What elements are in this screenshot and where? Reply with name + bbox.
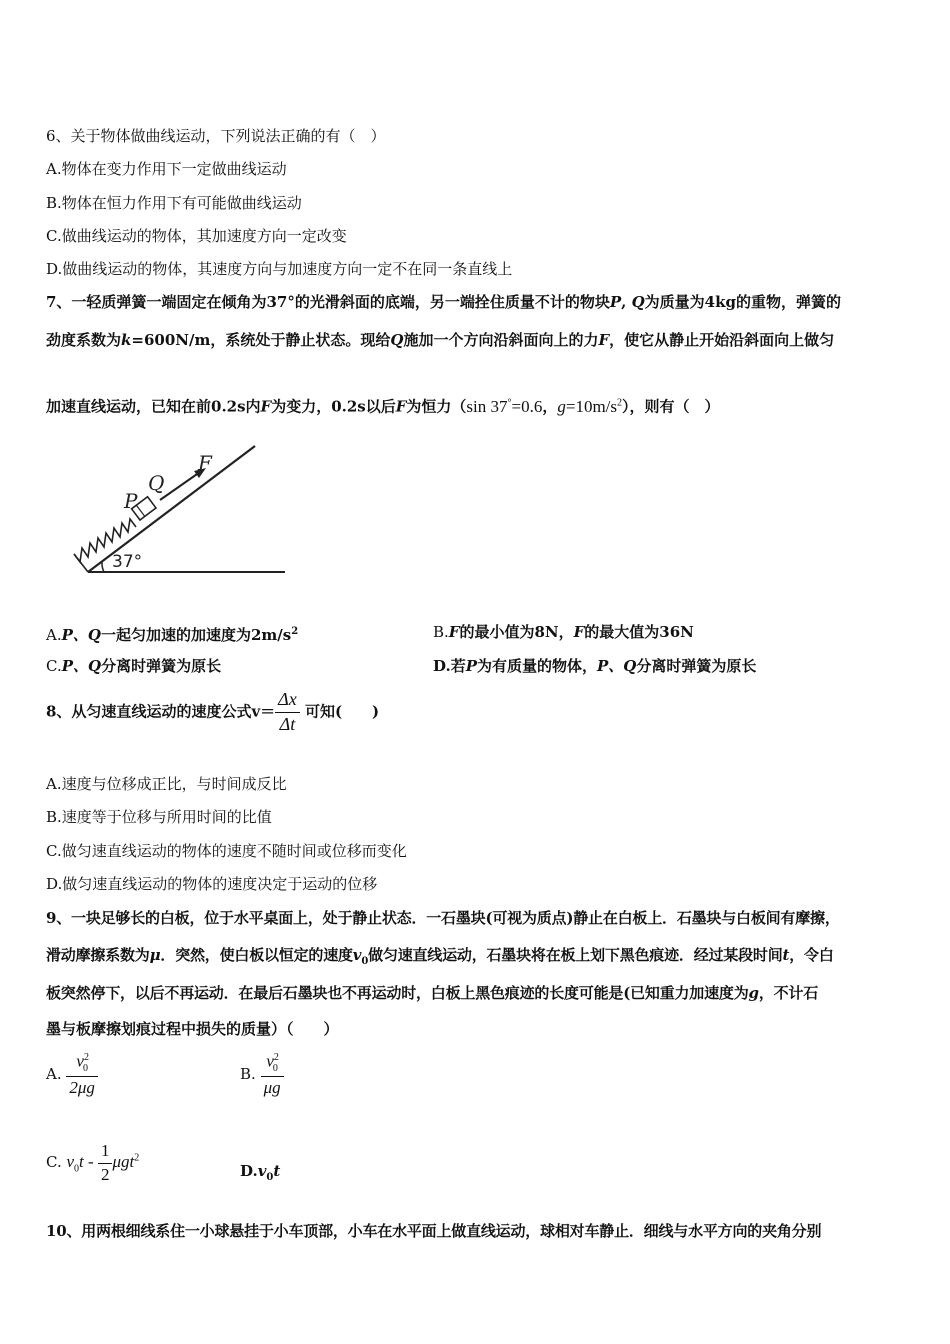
figure-label-q: Q <box>148 471 165 495</box>
q9-stem-line1: 9、一块足够长的白板，位于水平桌面上，处于静止状态．一石墨块(可视为质点)静止在白板上．石墨块与白板间有摩擦， <box>46 909 840 927</box>
q7-stem-line1: 7、一轻质弹簧一端固定在倾角为37°的光滑斜面的底端，另一端拴住质量不计的物块P, Q为质量为4kg的重物，弹簧的 <box>46 293 841 311</box>
q7-option-b: B.F的最小值为8N，F的最大值为36N <box>433 623 694 641</box>
q7-option-d: D.若P为有质量的物体，P、Q分离时弹簧为原长 <box>433 657 757 675</box>
q6-option-d: D.做曲线运动的物体，其速度方向与加速度方向一定不在同一条直线上 <box>46 260 513 278</box>
q6-option-c: C.做曲线运动的物体，其加速度方向一定改变 <box>46 227 347 245</box>
q7-stem-line3: 加速直线运动，已知在前0.2s内F为变力，0.2s以后F为恒力（sin 37°=0.6，$g=10m/s^2$），则有（ ） <box>46 396 720 416</box>
velocity-formula-fraction: $\frac{\Delta x}{\Delta t}$ <box>275 690 300 735</box>
q8-option-d: D.做匀速直线运动的物体的速度决定于运动的位移 <box>46 875 378 893</box>
q8-option-c: C.做匀速直线运动的物体的速度不随时间或位移而变化 <box>46 842 407 860</box>
q7-option-c: C.P、Q分离时弹簧为原长 <box>46 657 222 675</box>
q7-stem-line2: 劲度系数为k=600N/m，系统处于静止状态。现给Q施加一个方向沿斜面向上的力F，使它从静止开始沿斜面向上做匀 <box>46 331 835 349</box>
q6-stem: 6、关于物体做曲线运动，下列说法正确的有（ ） <box>46 127 386 145</box>
q9-option-a: A. $\frac{v^2_0}{2\mu g}$ <box>46 1052 98 1098</box>
q9-option-b: B. $\frac{v^2_0}{\mu g}$ <box>240 1052 284 1098</box>
sin37-formula: sin 37°=0.6 <box>466 396 543 416</box>
option-b-fraction: $\frac{v^2_0}{\mu g}$ <box>261 1052 284 1098</box>
q8-option-b: B.速度等于位移与所用时间的比值 <box>46 808 272 826</box>
figure-label-f: F <box>198 451 212 475</box>
figure-angle-label: 37° <box>112 552 143 572</box>
q9-stem-line4: 墨与板摩擦划痕过程中损失的质量）（ ） <box>46 1020 339 1038</box>
incline-spring-figure <box>60 440 300 590</box>
q7-option-a: A.P、Q一起匀加速的加速度为$2m/s^2$ <box>46 626 299 644</box>
q8-stem: 8、从匀速直线运动的速度公式v＝ $\frac{\Delta x}{\Delta t}$ 可知( ) <box>46 689 380 734</box>
q9-option-d: $D.v_0t$ <box>240 1162 281 1183</box>
q10-stem-line1: 10、用两根细线系住一小球悬挂于小车顶部，小车在水平面上做直线运动，球相对车静止．细线与水平方向的夹角分别 <box>46 1222 822 1240</box>
q6-option-b: B.物体在恒力作用下有可能做曲线运动 <box>46 194 302 212</box>
option-a-fraction: $\frac{v^2_0}{2\mu g}$ <box>66 1052 98 1098</box>
q6-option-a: A.物体在变力作用下一定做曲线运动 <box>46 160 287 178</box>
q9-stem-line2: 滑动摩擦系数为μ．突然，使白板以恒定的速度$v_0$做匀速直线运动，石墨块将在板上划下黑色痕迹．经过某段时间t，令白 <box>46 946 834 967</box>
figure-label-p: P <box>124 489 138 513</box>
option-c-formula: $v_0t$ - $\frac{1}{2}$ μgt$^2$ <box>66 1141 140 1184</box>
force-arrow-icon <box>160 472 200 500</box>
q9-stem-line3: 板突然停下，以后不再运动．在最后石墨块也不再运动时，白板上黑色痕迹的长度可能是(已知重力加速度为g，不计石 <box>46 984 819 1002</box>
q9-option-c: C. $v_0t$ - $\frac{1}{2}$ μgt$^2$ <box>46 1141 140 1184</box>
q8-option-a: A.速度与位移成正比，与时间成反比 <box>46 775 287 793</box>
gravity-formula: $g=10m/s^2$ <box>557 396 623 416</box>
